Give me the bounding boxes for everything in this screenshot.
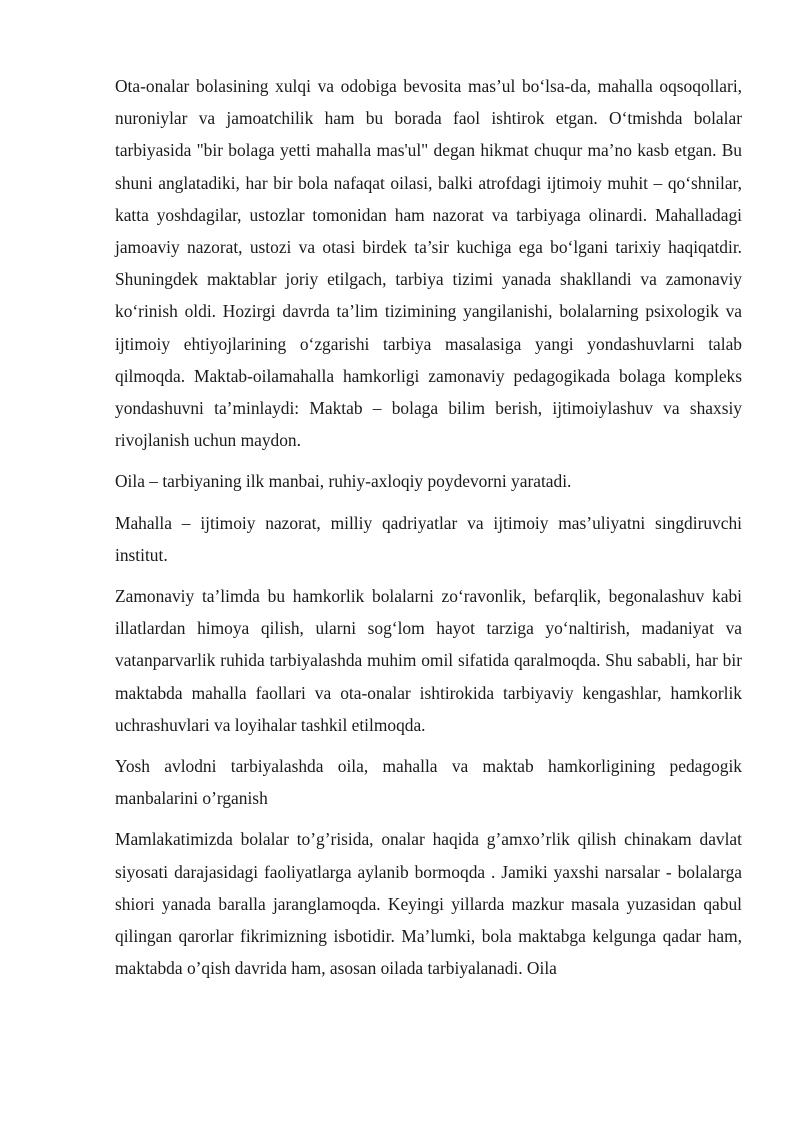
- paragraph-state-policy: Mamlakatimizda bolalar to’g’risida, onalar haqida g’amxo’rlik qilish chinakam davlat siyosati darajasidagi faoliyatlarga aylanib bormoqda . Jamiki yaxshi narsalar - bolalarga shiori yanada baralla jaranglamoqda. Keyingi yillarda mazkur masala yuzasidan qabul qilingan qarorlar fikrimizning isbotidir. Ma’lumki, bola maktabga kelgunga qadar ham, maktabda o’qish davrida ham, asosan oilada tarbiyalanadi. Oila: [115, 829, 742, 979]
- paragraph-mahalla: Mahalla – ijtimoiy nazorat, milliy qadriyatlar va ijtimoiy mas’uliyatni singdiruvchi institut.: [115, 512, 742, 565]
- paragraph-intro: Ota-onalar bolasining xulqi va odobiga bevosita mas’ul bo‘lsa-da, mahalla oqsoqollari, nuroniylar va jamoatchilik ham bu borada faol ishtirok etgan. O‘tmishda bolalar tarbiyasida "bir bolaga yetti mahalla mas'ul" degan hikmat chuqur ma’no kasb etgan. Bu shuni anglatadiki, har bir bola nafaqat oilasi, balki atrofdagi ijtimoiy muhit – qo‘shnilar, katta yoshdagilar, ustozlar tomonidan ham nazorat va tarbiyaga olinardi. Mahalladagi jamoaviy nazorat, ustozi va otasi birdek ta’sir kuchiga ega bo‘lgani tarixiy haqiqatdir. Shuningdek maktablar joriy etilgach, tarbiya tizimi yanada shakllandi va zamonaviy ko‘rinish oldi. Hozirgi davrda ta’lim tizimining yangilanishi, bolalarning psixologik va ijtimoiy ehtiyojlarining o‘zgarishi tarbiya masalasiga yangi yondashuvlarni talab qilmoqda. Maktab-oilamahalla hamkorligi zamonaviy pedagogikada bolaga kompleks yondashuvni ta’minlaydi: Maktab – bolaga bilim berish, ijtimoiylashuv va shaxsiy rivojlanish uchun maydon.: [115, 76, 742, 451]
- paragraph-modern-education: Zamonaviy ta’limda bu hamkorlik bolalarni zo‘ravonlik, befarqlik, begonalashuv kabi illatlardan himoya qilish, ularni sog‘lom hayot tarziga yo‘naltirish, madaniyat va vatanparvarlik ruhida tarbiyalashda muhim omil sifatida qaralmoqda. Shu sababli, har bir maktabda mahalla faollari va ota-onalar ishtirokida tarbiyaviy kengashlar, hamkorlik uchrashuvlari va loyihalar tashkil etilmoqda.: [115, 586, 742, 735]
- paragraph-family: Oila – tarbiyaning ilk manbai, ruhiy-axloqiy poydevorni yaratadi.: [115, 471, 572, 492]
- section-heading: Yosh avlodni tarbiyalashda oila, mahalla va maktab hamkorligining pedagogik manbalarini o’rganish: [115, 756, 742, 809]
- document-page: [115, 70, 742, 993]
